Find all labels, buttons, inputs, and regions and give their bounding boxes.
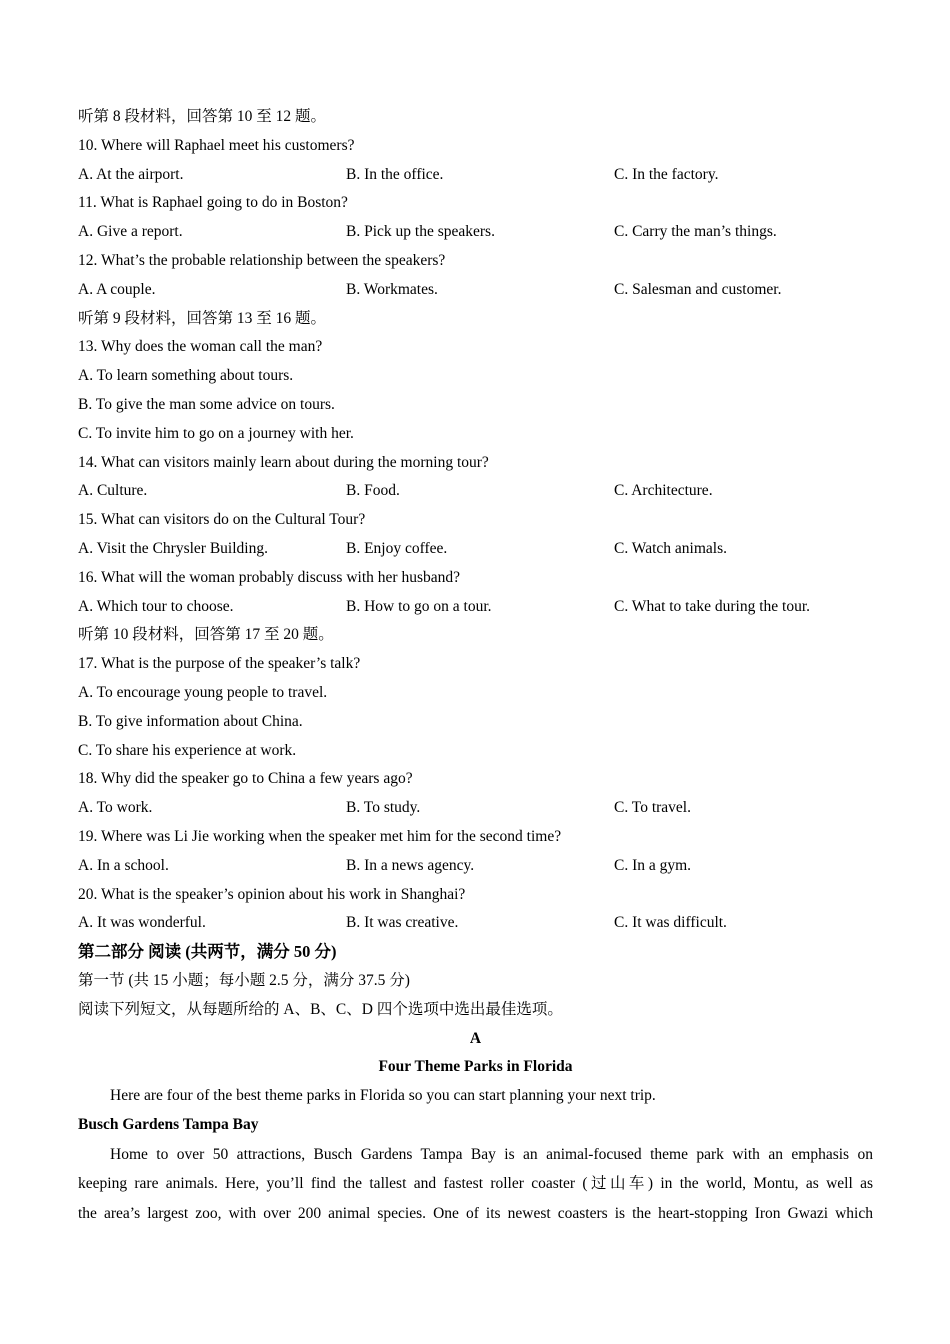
options-19 (78, 852, 873, 881)
question-14: 14. What can visitors mainly learn about during the morning tour? (78, 453, 489, 471)
park1-line-2: keeping rare animals. Here, you’ll find the tallest and fastest roller coaster (过山车) in the world, Montu, as well as (78, 1175, 873, 1193)
option-20-b: B. It was creative. (346, 914, 459, 932)
option-17-b: B. To give information about China. (78, 712, 303, 730)
question-12: 12. What’s the probable relationship between the speakers? (78, 251, 446, 269)
question-18: 18. Why did the speaker go to China a few years ago? (78, 770, 413, 788)
option-11-a: A. Give a report. (78, 223, 183, 241)
question-13: 13. Why does the woman call the man? (78, 338, 323, 356)
section-intro-9: 听第 9 段材料，回答第 13 至 16 题。 (78, 309, 327, 327)
question-11: 11. What is Raphael going to do in Boston? (78, 194, 348, 212)
part2-instruction: 阅读下列短文，从每题所给的 A、B、C、D 四个选项中选出最佳选项。 (78, 1000, 563, 1018)
option-12-a: A. A couple. (78, 280, 156, 298)
options-20 (78, 909, 873, 938)
options-11 (78, 218, 873, 247)
option-13-a: A. To learn something about tours. (78, 367, 294, 385)
part2-section1: 第一节 (共 15 小题；每小题 2.5 分，满分 37.5 分) (78, 971, 410, 989)
option-13-b: B. To give the man some advice on tours. (78, 395, 335, 413)
section-intro-8: 听第 8 段材料，回答第 10 至 12 题。 (78, 108, 327, 125)
question-19: 19. Where was Li Jie working when the speaker met him for the second time? (78, 827, 562, 845)
park1-line-3: the area’s largest zoo, with over 200 animal species. One of its newest coasters is the heart-stopping Iron Gwazi which (78, 1204, 873, 1222)
options-15 (78, 535, 873, 564)
option-10-c: C. In the factory. (614, 165, 719, 183)
exam-page (78, 103, 873, 1228)
option-12-c: C. Salesman and customer. (614, 280, 782, 298)
options-16 (78, 593, 873, 622)
option-15-b: B. Enjoy coffee. (346, 539, 448, 557)
passage-intro: Here are four of the best theme parks in Florida so you can start planning your next trip. (110, 1087, 656, 1105)
option-20-c: C. It was difficult. (614, 914, 727, 932)
option-18-b: B. To study. (346, 799, 421, 817)
question-10: 10. Where will Raphael meet his customers? (78, 136, 355, 154)
option-18-c: C. To travel. (614, 799, 691, 817)
option-14-b: B. Food. (346, 482, 400, 500)
option-19-c: C. In a gym. (614, 856, 692, 874)
question-17: 17. What is the purpose of the speaker’s talk? (78, 655, 361, 673)
question-16: 16. What will the woman probably discuss with her husband? (78, 568, 460, 586)
option-19-b: B. In a news agency. (346, 856, 475, 874)
option-19-a: A. In a school. (78, 856, 169, 874)
question-20: 20. What is the speaker’s opinion about his work in Shanghai? (78, 885, 466, 903)
option-13-c: C. To invite him to go on a journey with her. (78, 424, 354, 442)
option-17-c: C. To share his experience at work. (78, 741, 297, 759)
option-11-b: B. Pick up the speakers. (346, 223, 495, 241)
option-14-a: A. Culture. (78, 482, 148, 500)
options-12 (78, 276, 873, 305)
option-15-a: A. Visit the Chrysler Building. (78, 539, 268, 557)
option-20-a: A. It was wonderful. (78, 914, 206, 932)
option-16-c: C. What to take during the tour. (614, 597, 811, 615)
option-16-b: B. How to go on a tour. (346, 597, 492, 615)
passage-letter: A (469, 1029, 482, 1047)
option-12-b: B. Workmates. (346, 280, 438, 298)
part2-heading: 第二部分 阅读 (共两节，满分 50 分) (78, 942, 337, 962)
options-14 (78, 477, 873, 506)
option-15-c: C. Watch animals. (614, 539, 727, 557)
question-15: 15. What can visitors do on the Cultural Tour? (78, 511, 366, 529)
options-18 (78, 794, 873, 823)
option-10-a: A. At the airport. (78, 165, 184, 183)
option-14-c: C. Architecture. (614, 482, 713, 500)
section-intro-10: 听第 10 段材料，回答第 17 至 20 题。 (78, 626, 334, 644)
option-16-a: A. Which tour to choose. (78, 597, 234, 615)
options-10 (78, 161, 873, 190)
option-11-c: C. Carry the man’s things. (614, 223, 777, 241)
park1-line-1: Home to over 50 attractions, Busch Gardens Tampa Bay is an animal-focused theme park with an emphasis on (110, 1145, 873, 1163)
option-18-a: A. To work. (78, 799, 153, 817)
passage-title: Four Theme Parks in Florida (378, 1058, 573, 1076)
park1-name: Busch Gardens Tampa Bay (78, 1115, 259, 1133)
option-17-a: A. To encourage young people to travel. (78, 683, 328, 701)
option-10-b: B. In the office. (346, 165, 444, 183)
